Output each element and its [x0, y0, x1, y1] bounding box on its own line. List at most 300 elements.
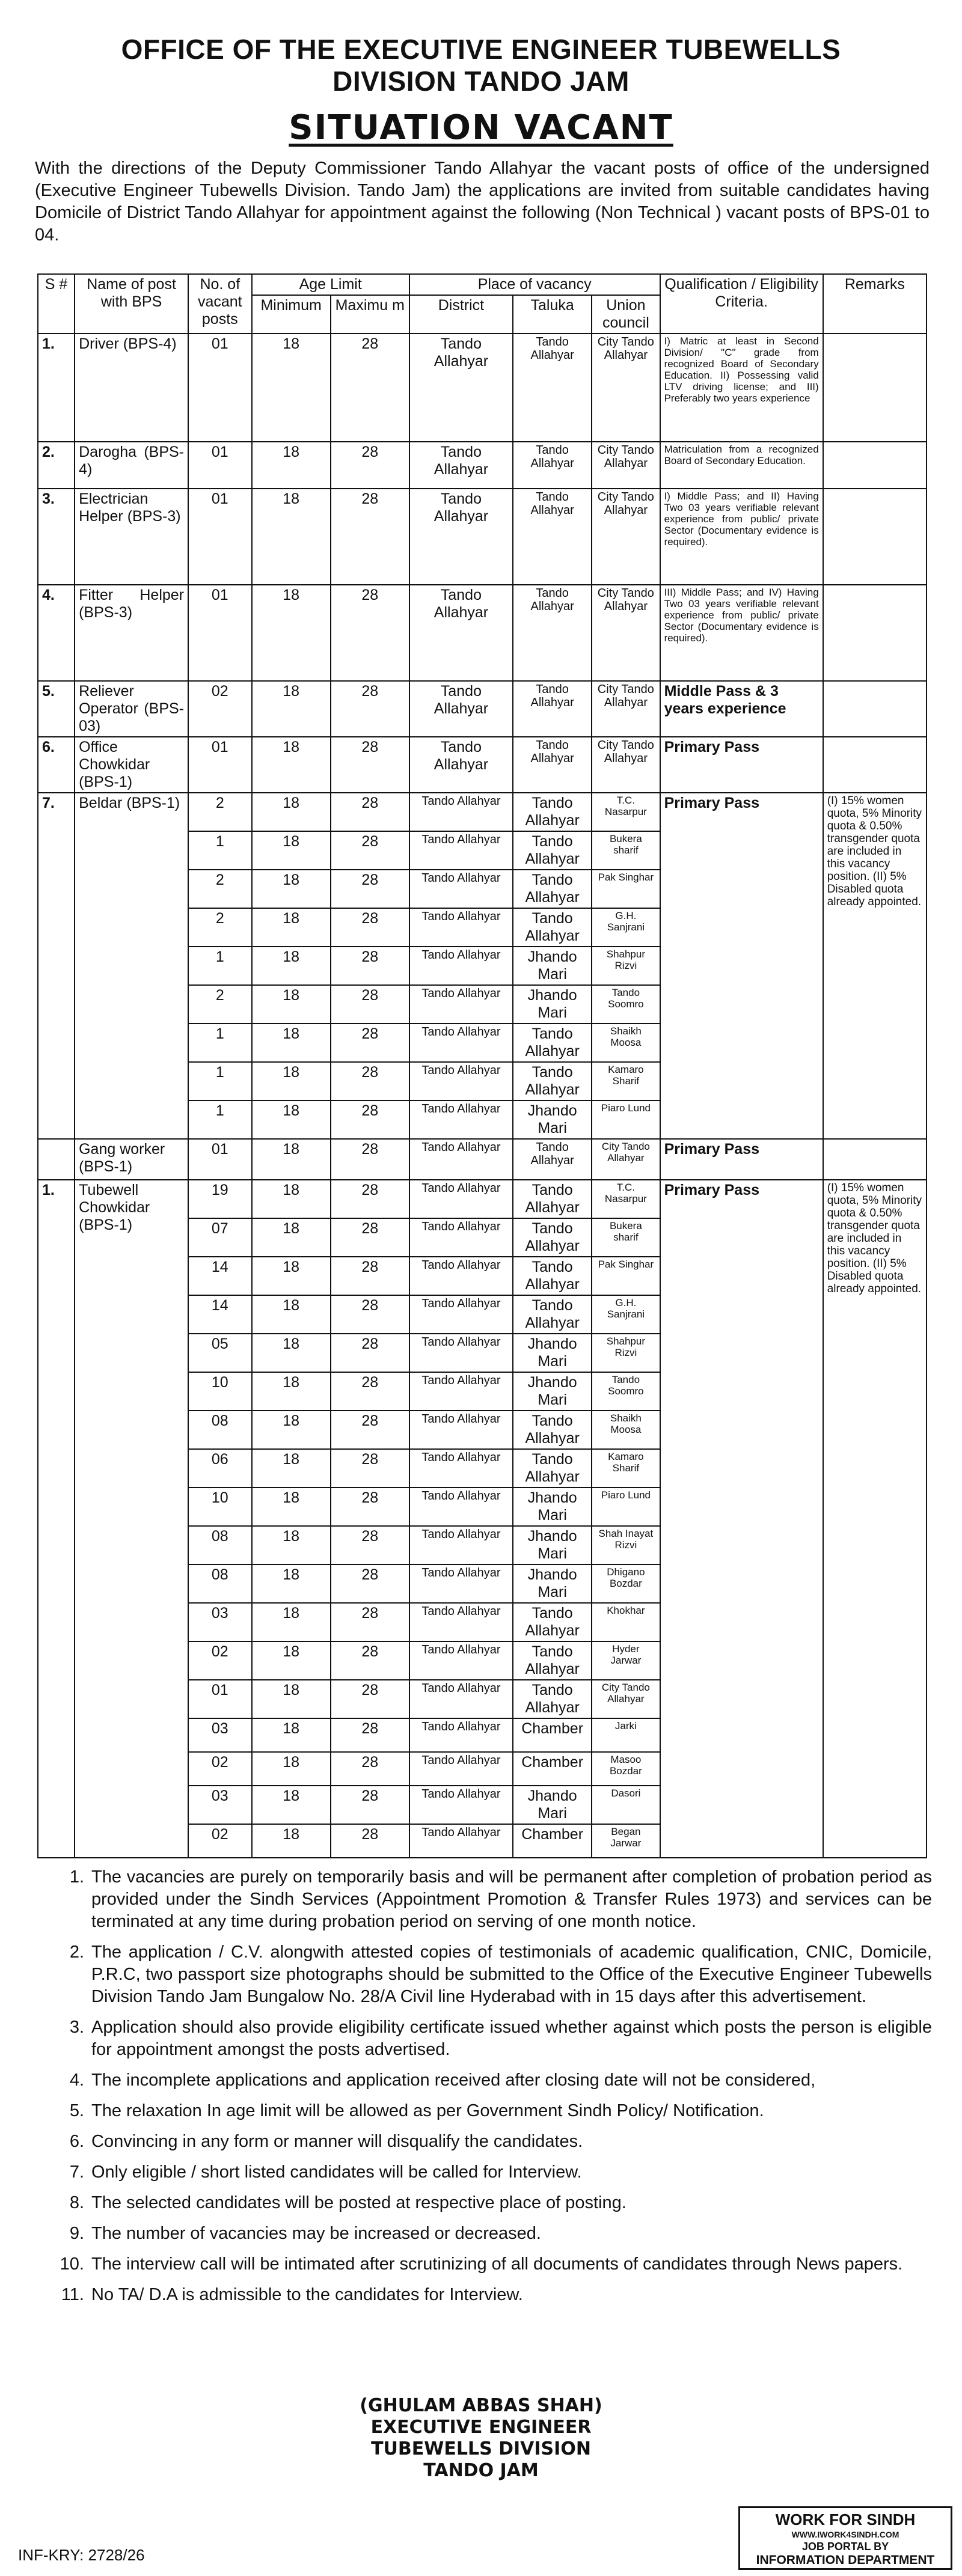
sub-vacant: 2 — [188, 985, 252, 1024]
sub-age-max: 28 — [331, 1062, 409, 1100]
sub-age-max: 28 — [331, 1218, 409, 1257]
sub-age-min: 18 — [252, 1024, 331, 1062]
sub-union-council: Kamaro Sharif — [592, 1449, 660, 1488]
sub-age-max: 28 — [331, 947, 409, 985]
sub-taluka: Jhando Mari — [513, 1488, 592, 1526]
table-row — [38, 737, 927, 793]
group-post-name: Tubewell Chowkidar (BPS-1) — [75, 1180, 188, 1858]
sub-union-council: Began Jarwar — [592, 1824, 660, 1858]
row-vacant: 01 — [188, 442, 252, 489]
sub-district: Tando Allahyar — [409, 1752, 513, 1786]
term-text: Only eligible / short listed candidates will be called for Interview. — [91, 2162, 582, 2182]
sub-age-min: 18 — [252, 1372, 331, 1411]
header-age-min: Minimum — [252, 295, 331, 334]
group-sno: 7. — [38, 793, 75, 1139]
sub-age-max: 28 — [331, 1786, 409, 1824]
sub-taluka: Tando Allahyar — [513, 831, 592, 870]
term-number: 3. — [69, 2018, 84, 2037]
sub-taluka: Tando Allahyar — [513, 908, 592, 947]
term-item — [54, 2161, 932, 2184]
sub-taluka: Tando Allahyar — [513, 1024, 592, 1062]
intro-paragraph: With the directions of the Deputy Commissioner Tando Allahyar the vacant posts of office of the undersigned (Executive Engineer Tubewells Division. Tando Jam) the applications are invited from suitable candidates having Domicile of District Tando Allahyar for appointment against the following (Non Technical ) vacant posts of BPS-01 to 04. — [35, 159, 930, 245]
row-qualification: I) Middle Pass; and II) Having Two 03 years verifiable relevant experience from public/ private Sector (Documentary evidence is required). — [660, 489, 823, 585]
table-body — [38, 334, 927, 1858]
sub-district: Tando Allahyar — [409, 1488, 513, 1526]
logo-title: WORK FOR SINDH — [775, 2510, 916, 2529]
sub-vacant: 02 — [188, 1752, 252, 1786]
sub-union-council: Pak Singhar — [592, 870, 660, 908]
sub-taluka: Jhando Mari — [513, 1372, 592, 1411]
sub-vacant: 1 — [188, 947, 252, 985]
sub-union-council: Dhigano Bozdar — [592, 1564, 660, 1603]
sub-district: Tando Allahyar — [409, 1786, 513, 1824]
sub-vacant: 02 — [188, 1641, 252, 1680]
sub-district: Tando Allahyar — [409, 1334, 513, 1372]
row-remarks — [823, 489, 927, 585]
row-remarks — [823, 334, 927, 442]
sub-vacant: 08 — [188, 1411, 252, 1449]
sub-vacant: 1 — [188, 831, 252, 870]
sub-age-min: 18 — [252, 1062, 331, 1100]
term-number: 2. — [69, 1943, 84, 1962]
row-sno: 6. — [38, 737, 75, 793]
signatory-division: TUBEWELLS DIVISION — [371, 2438, 591, 2459]
term-item — [54, 2192, 932, 2214]
row-age-max: 28 — [331, 1139, 409, 1180]
signature-block — [0, 2395, 962, 2482]
row-taluka: Tando Allahyar — [513, 585, 592, 681]
sub-taluka: Tando Allahyar — [513, 793, 592, 831]
row-district: Tando Allahyar — [409, 585, 513, 681]
table-row — [38, 442, 927, 489]
term-item — [54, 1866, 932, 1933]
table-row — [38, 793, 927, 831]
row-taluka: Tando Allahyar — [513, 681, 592, 737]
reference-number: INF-KRY: 2728/26 — [18, 2546, 145, 2564]
term-item — [54, 2016, 932, 2061]
sub-union-council: Piaro Lund — [592, 1100, 660, 1139]
sub-age-min: 18 — [252, 831, 331, 870]
term-item — [54, 1941, 932, 2008]
sub-taluka: Tando Allahyar — [513, 1680, 592, 1718]
division-title: DIVISION TANDO JAM — [332, 66, 630, 97]
sub-age-max: 28 — [331, 1824, 409, 1858]
sub-union-council: Dasori — [592, 1786, 660, 1824]
sub-age-min: 18 — [252, 1100, 331, 1139]
table-header — [38, 274, 927, 334]
row-sno — [38, 1139, 75, 1180]
row-taluka: Tando Allahyar — [513, 489, 592, 585]
sub-vacant: 10 — [188, 1372, 252, 1411]
sub-taluka: Tando Allahyar — [513, 1257, 592, 1295]
header-vacant: No. of vacant posts — [188, 274, 252, 334]
term-text: The relaxation In age limit will be allowed as per Government Sindh Policy/ Notification. — [91, 2101, 764, 2120]
sub-union-council: T.C. Nasarpur — [592, 793, 660, 831]
signatory-name: (GHULAM ABBAS SHAH) — [360, 2395, 602, 2416]
header-post: Name of post with BPS — [75, 274, 188, 334]
sub-age-min: 18 — [252, 1752, 331, 1786]
sub-union-council: Pak Singhar — [592, 1257, 660, 1295]
row-union-council: City Tando Allahyar — [592, 681, 660, 737]
sub-district: Tando Allahyar — [409, 870, 513, 908]
sub-age-max: 28 — [331, 985, 409, 1024]
sub-age-max: 28 — [331, 1488, 409, 1526]
sub-age-max: 28 — [331, 1603, 409, 1641]
row-age-min: 18 — [252, 737, 331, 793]
row-taluka: Tando Allahyar — [513, 442, 592, 489]
sub-age-min: 18 — [252, 1603, 331, 1641]
row-age-max: 28 — [331, 489, 409, 585]
sub-age-min: 18 — [252, 1786, 331, 1824]
sub-union-council: Masoo Bozdar — [592, 1752, 660, 1786]
terms-list — [54, 1866, 932, 2315]
sub-union-council: Shahpur Rizvi — [592, 1334, 660, 1372]
sub-taluka: Tando Allahyar — [513, 1180, 592, 1218]
term-item — [54, 2223, 932, 2245]
term-number: 11. — [61, 2285, 84, 2304]
term-item — [54, 2253, 932, 2275]
signatory-designation: EXECUTIVE ENGINEER — [370, 2417, 592, 2438]
sub-taluka: Jhando Mari — [513, 985, 592, 1024]
header-qualification: Qualification / Eligibility Criteria. — [660, 274, 823, 334]
sub-district: Tando Allahyar — [409, 1024, 513, 1062]
row-vacant: 01 — [188, 1139, 252, 1180]
row-qualification: Middle Pass & 3 years experience — [660, 681, 823, 737]
row-union-council: City Tando Allahyar — [592, 334, 660, 442]
row-age-max: 28 — [331, 585, 409, 681]
term-text: The number of vacancies may be increased or decreased. — [91, 2224, 541, 2243]
sub-taluka: Chamber — [513, 1718, 592, 1752]
sub-vacant: 10 — [188, 1488, 252, 1526]
sub-age-min: 18 — [252, 1641, 331, 1680]
term-text: The selected candidates will be posted at respective place of posting. — [91, 2193, 627, 2212]
sub-age-max: 28 — [331, 1334, 409, 1372]
sub-age-min: 18 — [252, 1180, 331, 1218]
table-row — [38, 489, 927, 585]
sub-age-min: 18 — [252, 1257, 331, 1295]
row-post-name: Darogha (BPS-4) — [75, 442, 188, 489]
sub-taluka: Jhando Mari — [513, 1334, 592, 1372]
sub-age-max: 28 — [331, 1752, 409, 1786]
term-item — [54, 2100, 932, 2122]
row-age-min: 18 — [252, 1139, 331, 1180]
header-taluka: Taluka — [513, 295, 592, 334]
sub-age-max: 28 — [331, 831, 409, 870]
term-number: 10. — [60, 2254, 84, 2274]
sub-taluka: Jhando Mari — [513, 1526, 592, 1564]
sub-district: Tando Allahyar — [409, 1603, 513, 1641]
sub-taluka: Jhando Mari — [513, 947, 592, 985]
table-row — [38, 334, 927, 442]
sub-age-min: 18 — [252, 1680, 331, 1718]
sub-union-council: Kamaro Sharif — [592, 1062, 660, 1100]
sub-union-council: Shahpur Rizvi — [592, 947, 660, 985]
row-sno: 4. — [38, 585, 75, 681]
sub-vacant: 01 — [188, 1680, 252, 1718]
header-union-council: Union council — [592, 295, 660, 334]
sub-district: Tando Allahyar — [409, 1824, 513, 1858]
logo-url: WWW.IWORK4SINDH.COM — [791, 2530, 899, 2539]
work-for-sindh-logo — [738, 2506, 952, 2570]
sub-union-council: Tando Soomro — [592, 985, 660, 1024]
row-taluka: Tando Allahyar — [513, 737, 592, 793]
row-sno: 5. — [38, 681, 75, 737]
row-post-name: Gang worker (BPS-1) — [75, 1139, 188, 1180]
row-district: Tando Allahyar — [409, 737, 513, 793]
signatory-place: TANDO JAM — [423, 2460, 539, 2481]
row-sno: 2. — [38, 442, 75, 489]
sub-age-min: 18 — [252, 1218, 331, 1257]
sub-taluka: Jhando Mari — [513, 1786, 592, 1824]
sub-age-max: 28 — [331, 870, 409, 908]
row-post-name: Fitter Helper (BPS-3) — [75, 585, 188, 681]
sub-vacant: 2 — [188, 793, 252, 831]
sub-age-max: 28 — [331, 1100, 409, 1139]
header-sno: S # — [38, 274, 75, 334]
term-text: The interview call will be intimated after scrutinizing of all documents of candidates through News papers. — [91, 2254, 903, 2274]
row-vacant: 01 — [188, 489, 252, 585]
sub-vacant: 1 — [188, 1024, 252, 1062]
row-age-max: 28 — [331, 737, 409, 793]
sub-age-min: 18 — [252, 1824, 331, 1858]
sub-district: Tando Allahyar — [409, 1564, 513, 1603]
group-remarks: (I) 15% women quota, 5% Minority quota & 0.50% transgender quota are included in this vacancy position. (II) 5% Disabled quota already appointed. — [823, 1180, 927, 1858]
sub-age-min: 18 — [252, 908, 331, 947]
term-text: The application / C.V. alongwith attested copies of testimonials of academic qualification, CNIC, Domicile, P.R.C, two passport size photographs should be submitted to the Office of the Executive Engineer Tubewells Division Tando Jam Bungalow No. 28/A Civil line Hyderabad with in 15 days after this advertisement. — [91, 1943, 932, 2006]
term-item — [54, 2284, 932, 2306]
sub-vacant: 1 — [188, 1100, 252, 1139]
office-title: OFFICE OF THE EXECUTIVE ENGINEER TUBEWELLS — [121, 34, 841, 65]
row-district: Tando Allahyar — [409, 681, 513, 737]
sub-district: Tando Allahyar — [409, 1411, 513, 1449]
term-item — [54, 2131, 932, 2153]
sub-vacant: 08 — [188, 1564, 252, 1603]
term-item — [54, 2069, 932, 2092]
sub-age-min: 18 — [252, 1488, 331, 1526]
sub-vacant: 1 — [188, 1062, 252, 1100]
row-remarks — [823, 442, 927, 489]
term-number: 1. — [69, 1867, 84, 1887]
row-union-council: City Tando Allahyar — [592, 585, 660, 681]
group-post-name: Beldar (BPS-1) — [75, 793, 188, 1139]
group-remarks: (I) 15% women quota, 5% Minority quota & 0.50% transgender quota are included in this vacancy position. (II) 5% Disabled quota already appointed. — [823, 793, 927, 1139]
row-qualification: Primary Pass — [660, 737, 823, 793]
sub-taluka: Tando Allahyar — [513, 1062, 592, 1100]
row-post-name: Electrician Helper (BPS-3) — [75, 489, 188, 585]
row-post-name: Office Chowkidar (BPS-1) — [75, 737, 188, 793]
sub-district: Tando Allahyar — [409, 793, 513, 831]
row-vacant: 02 — [188, 681, 252, 737]
row-district: Tando Allahyar — [409, 489, 513, 585]
sub-district: Tando Allahyar — [409, 1449, 513, 1488]
row-sno: 1. — [38, 334, 75, 442]
sub-union-council: Shaikh Moosa — [592, 1024, 660, 1062]
sub-age-min: 18 — [252, 1526, 331, 1564]
row-age-min: 18 — [252, 442, 331, 489]
sub-vacant: 14 — [188, 1257, 252, 1295]
term-text: No TA/ D.A is admissible to the candidates for Interview. — [91, 2285, 523, 2304]
sub-district: Tando Allahyar — [409, 1257, 513, 1295]
sub-taluka: Tando Allahyar — [513, 1218, 592, 1257]
row-union-council: City Tando Allahyar — [592, 1139, 660, 1180]
sub-union-council: Bukera sharif — [592, 1218, 660, 1257]
sub-union-council: G.H. Sanjrani — [592, 1295, 660, 1334]
row-vacant: 01 — [188, 737, 252, 793]
group-sno: 1. — [38, 1180, 75, 1858]
sub-district: Tando Allahyar — [409, 985, 513, 1024]
sub-union-council: G.H. Sanjrani — [592, 908, 660, 947]
sub-taluka: Tando Allahyar — [513, 1449, 592, 1488]
row-age-min: 18 — [252, 681, 331, 737]
sub-taluka: Jhando Mari — [513, 1100, 592, 1139]
row-age-max: 28 — [331, 681, 409, 737]
term-number: 7. — [69, 2162, 84, 2182]
sub-union-council: Hyder Jarwar — [592, 1641, 660, 1680]
header-place: Place of vacancy — [409, 274, 660, 295]
logo-department: INFORMATION DEPARTMENT — [756, 2553, 935, 2567]
sub-vacant: 2 — [188, 870, 252, 908]
sub-age-max: 28 — [331, 1718, 409, 1752]
sub-age-max: 28 — [331, 1180, 409, 1218]
row-age-min: 18 — [252, 489, 331, 585]
sub-district: Tando Allahyar — [409, 1295, 513, 1334]
sub-district: Tando Allahyar — [409, 1526, 513, 1564]
row-post-name: Driver (BPS-4) — [75, 334, 188, 442]
row-sno: 3. — [38, 489, 75, 585]
vacancy-table — [37, 273, 927, 1858]
row-union-council: City Tando Allahyar — [592, 489, 660, 585]
sub-vacant: 03 — [188, 1718, 252, 1752]
sub-age-max: 28 — [331, 1641, 409, 1680]
term-number: 9. — [69, 2224, 84, 2243]
sub-district: Tando Allahyar — [409, 1100, 513, 1139]
header-age-limit: Age Limit — [252, 274, 409, 295]
sub-vacant: 19 — [188, 1180, 252, 1218]
sub-vacant: 03 — [188, 1786, 252, 1824]
sub-vacant: 05 — [188, 1334, 252, 1372]
row-age-min: 18 — [252, 334, 331, 442]
situation-vacant-heading: SITUATION VACANT — [289, 108, 673, 147]
sub-age-max: 28 — [331, 1024, 409, 1062]
sub-age-min: 18 — [252, 1449, 331, 1488]
sub-district: Tando Allahyar — [409, 831, 513, 870]
sub-district: Tando Allahyar — [409, 1062, 513, 1100]
header-age-max: Maximu m — [331, 295, 409, 334]
sub-age-max: 28 — [331, 1411, 409, 1449]
sub-district: Tando Allahyar — [409, 1180, 513, 1218]
row-qualification: Primary Pass — [660, 1139, 823, 1180]
sub-age-max: 28 — [331, 1372, 409, 1411]
row-age-min: 18 — [252, 585, 331, 681]
sub-taluka: Tando Allahyar — [513, 1411, 592, 1449]
term-text: Convincing in any form or manner will disqualify the candidates. — [91, 2132, 583, 2151]
sub-age-min: 18 — [252, 793, 331, 831]
row-remarks — [823, 737, 927, 793]
sub-age-max: 28 — [331, 908, 409, 947]
table-row — [38, 1139, 927, 1180]
logo-tagline: JOB PORTAL BY — [801, 2541, 889, 2553]
sub-age-min: 18 — [252, 1564, 331, 1603]
sub-taluka: Tando Allahyar — [513, 1641, 592, 1680]
row-union-council: City Tando Allahyar — [592, 737, 660, 793]
row-district: Tando Allahyar — [409, 442, 513, 489]
sub-age-max: 28 — [331, 1564, 409, 1603]
sub-union-council: Khokhar — [592, 1603, 660, 1641]
sub-age-max: 28 — [331, 1680, 409, 1718]
sub-union-council: Jarki — [592, 1718, 660, 1752]
row-remarks — [823, 681, 927, 737]
sub-district: Tando Allahyar — [409, 908, 513, 947]
sub-district: Tando Allahyar — [409, 1218, 513, 1257]
row-qualification: Matriculation from a recognized Board of Secondary Education. — [660, 442, 823, 489]
term-number: 5. — [69, 2101, 84, 2120]
sub-vacant: 08 — [188, 1526, 252, 1564]
sub-age-min: 18 — [252, 1718, 331, 1752]
sub-vacant: 02 — [188, 1824, 252, 1858]
term-text: Application should also provide eligibility certificate issued whether against which posts the person is eligible for appointment amongst the posts advertised. — [91, 2018, 932, 2059]
row-vacant: 01 — [188, 334, 252, 442]
header-district: District — [409, 295, 513, 334]
sub-vacant: 2 — [188, 908, 252, 947]
sub-age-min: 18 — [252, 870, 331, 908]
sub-age-max: 28 — [331, 1449, 409, 1488]
sub-district: Tando Allahyar — [409, 947, 513, 985]
sub-union-council: Shaikh Moosa — [592, 1411, 660, 1449]
sub-age-max: 28 — [331, 1526, 409, 1564]
table-row — [38, 585, 927, 681]
sub-age-min: 18 — [252, 985, 331, 1024]
term-text: The vacancies are purely on temporarily basis and will be permanent after completion of probation period as provided under the Sindh Services (Appointment Promotion & Transfer Rules 1973) and services can be terminated at any time during probation period on serving of one month notice. — [91, 1867, 932, 1931]
row-taluka: Tando Allahyar — [513, 334, 592, 442]
sub-age-min: 18 — [252, 1411, 331, 1449]
sub-union-council: Bukera sharif — [592, 831, 660, 870]
row-age-max: 28 — [331, 442, 409, 489]
sub-union-council: T.C. Nasarpur — [592, 1180, 660, 1218]
sub-district: Tando Allahyar — [409, 1718, 513, 1752]
row-union-council: City Tando Allahyar — [592, 442, 660, 489]
sub-age-min: 18 — [252, 947, 331, 985]
header-remarks: Remarks — [823, 274, 927, 334]
term-number: 4. — [69, 2071, 84, 2090]
sub-union-council: City Tando Allahyar — [592, 1680, 660, 1718]
sub-vacant: 07 — [188, 1218, 252, 1257]
row-post-name: Reliever Operator (BPS-03) — [75, 681, 188, 737]
sub-taluka: Tando Allahyar — [513, 1295, 592, 1334]
sub-district: Tando Allahyar — [409, 1641, 513, 1680]
sub-age-max: 28 — [331, 1295, 409, 1334]
row-remarks — [823, 1139, 927, 1180]
sub-union-council: Piaro Lund — [592, 1488, 660, 1526]
row-qualification: I) Matric at least in Second Division/ "C" grade from recognized Board of Secondary Education. II) Possessing valid LTV driving license; and III) Preferably two years experience — [660, 334, 823, 442]
table-row — [38, 1180, 927, 1218]
sub-taluka: Tando Allahyar — [513, 1603, 592, 1641]
sub-age-min: 18 — [252, 1295, 331, 1334]
row-district: Tando Allahyar — [409, 334, 513, 442]
sub-vacant: 06 — [188, 1449, 252, 1488]
row-district: Tando Allahyar — [409, 1139, 513, 1180]
row-remarks — [823, 585, 927, 681]
row-vacant: 01 — [188, 585, 252, 681]
term-text: The incomplete applications and application received after closing date will not be considered, — [91, 2071, 816, 2090]
group-qualification: Primary Pass — [660, 793, 823, 1139]
sub-age-max: 28 — [331, 793, 409, 831]
sub-taluka: Chamber — [513, 1752, 592, 1786]
sub-age-max: 28 — [331, 1257, 409, 1295]
group-qualification: Primary Pass — [660, 1180, 823, 1858]
row-taluka: Tando Allahyar — [513, 1139, 592, 1180]
sub-vacant: 14 — [188, 1295, 252, 1334]
sub-union-council: Shah Inayat Rizvi — [592, 1526, 660, 1564]
